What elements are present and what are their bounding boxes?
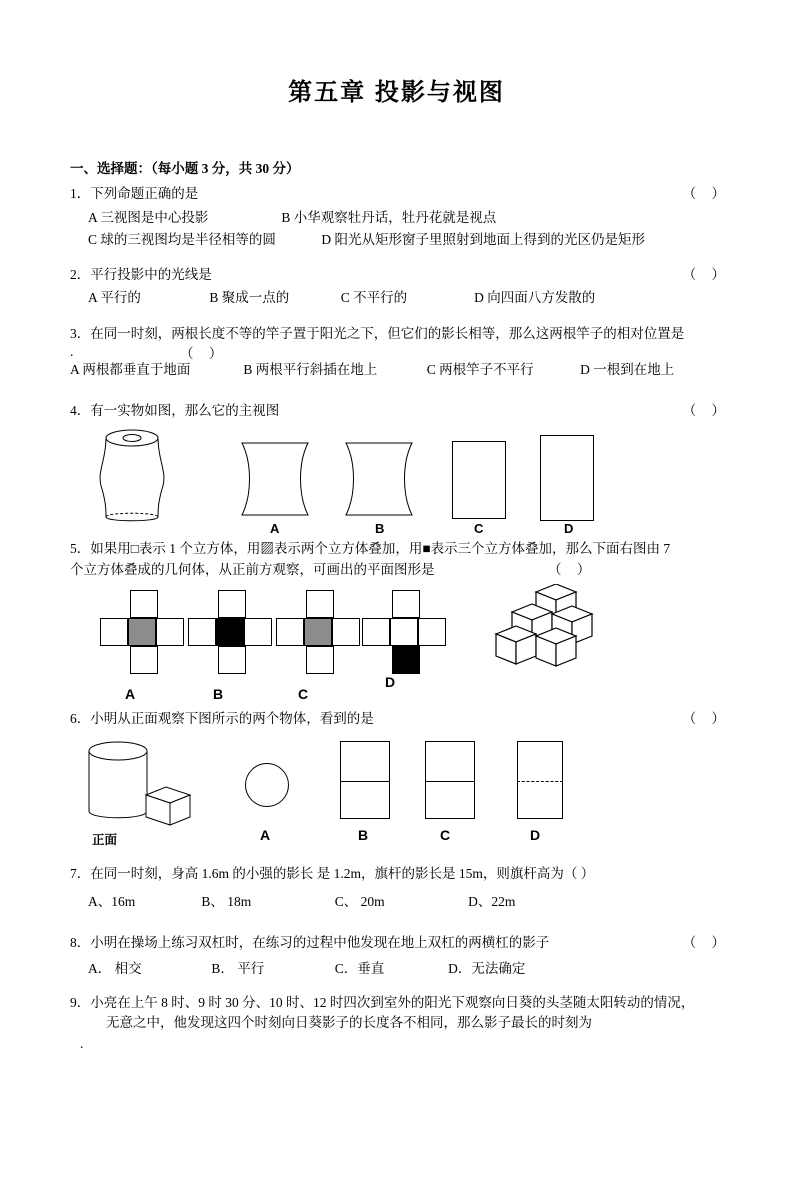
question-8-stem: 小明在操场上练习双杠时，在练习的过程中他发现在地上双杠的两横杠的影子 xyxy=(90,934,550,950)
question-3-options xyxy=(70,360,731,380)
question-7-option-a[interactable]: A、16m xyxy=(88,894,136,910)
question-9-trailing-dot: . xyxy=(80,1035,84,1051)
question-2-stem: 平行投影中的光线是 xyxy=(90,267,212,282)
question-2-option-c[interactable]: C 不平行的 xyxy=(340,290,408,306)
question-2-options xyxy=(88,288,731,308)
question-2-option-b[interactable]: B 聚成一点的 xyxy=(209,290,290,306)
question-1-option-c[interactable]: C 球的三视图均是半径相等的圆 xyxy=(88,231,276,247)
question-6-answer-blank[interactable]: （ ） xyxy=(682,710,731,726)
question-9-number: 9． xyxy=(70,995,91,1010)
q5-choice-c-grid[interactable] xyxy=(276,590,366,680)
question-3-dot: . xyxy=(70,343,74,359)
question-2-option-a[interactable]: A 平行的 xyxy=(88,290,141,306)
question-9-stem-row-1 xyxy=(70,993,731,1013)
question-2 xyxy=(70,265,731,309)
question-8-option-a[interactable]: A． 相交 xyxy=(88,960,142,976)
q4-label-a: A xyxy=(270,521,280,537)
q6-choice-c-figure[interactable] xyxy=(425,741,475,819)
question-7-option-b[interactable]: B、 18m xyxy=(201,894,252,910)
question-9-stem-row-2 xyxy=(106,1013,731,1033)
question-1-option-d[interactable]: D 阳光从矩形窗子里照射到地面上得到的光区仍是矩形 xyxy=(321,231,645,247)
question-7-stem-row xyxy=(70,864,731,884)
q5-solid-figure xyxy=(490,584,600,676)
question-1-answer-blank[interactable]: （ ） xyxy=(682,186,731,202)
question-1 xyxy=(70,184,731,250)
q4-choice-d-figure[interactable] xyxy=(540,435,594,521)
question-7-option-d[interactable]: D、22m xyxy=(468,894,516,910)
question-4-figures xyxy=(70,425,731,537)
question-6-stem-row xyxy=(70,709,731,729)
q6-object-figure xyxy=(80,739,210,831)
question-8-option-c[interactable]: C．垂直 xyxy=(334,960,385,976)
q4-label-c: C xyxy=(474,521,484,537)
question-5-number: 5． xyxy=(70,541,91,557)
q4-choice-b-figure[interactable] xyxy=(342,441,416,517)
document-page xyxy=(0,72,793,1194)
q5-label-d: D xyxy=(385,673,396,690)
question-6 xyxy=(70,709,731,850)
question-4-stem: 有一实物如图，那么它的主视图 xyxy=(90,403,280,418)
question-3-stem: 在同一时刻，两根长度不等的竿子置于阳光之下，但它们的影长相等，那么这两根竿子的相对位置是 xyxy=(90,325,685,341)
question-3-stem-row xyxy=(70,324,731,344)
q5-label-c: C xyxy=(298,685,309,702)
question-1-stem: 下列命题正确的是 xyxy=(90,186,199,202)
question-2-number: 2． xyxy=(70,267,91,282)
q5-choice-d-grid[interactable] xyxy=(362,590,452,680)
q6-choice-c-divider xyxy=(425,781,475,782)
question-2-answer-blank[interactable]: （ ） xyxy=(682,267,731,282)
document-body xyxy=(70,159,731,1054)
question-6-number: 6． xyxy=(70,710,91,726)
question-8-option-b[interactable]: B． 平行 xyxy=(211,960,265,976)
question-5-stem-row-1 xyxy=(70,539,731,559)
question-3-answer-row xyxy=(70,344,731,360)
q4-choice-c-figure[interactable] xyxy=(452,441,506,519)
question-9-stem-line2: 无意之中，他发现这四个时刻向日葵影子的长度各不相同，那么影子最长的时刻为 xyxy=(106,1015,592,1031)
question-7-option-c[interactable]: C、 20m xyxy=(334,894,385,910)
q6-label-d: D xyxy=(530,827,541,843)
q4-choice-a-figure[interactable] xyxy=(238,441,312,517)
question-7-answer-blank[interactable]: （ ） xyxy=(563,866,595,881)
q5-choice-a-grid[interactable] xyxy=(100,590,190,680)
question-8 xyxy=(70,933,731,980)
question-1-option-b[interactable]: B 小华观察牡丹话，牡丹花就是视点 xyxy=(281,209,497,225)
section-heading: 一、选择题：（每小题 3 分，共 30 分） xyxy=(70,161,300,176)
question-8-options xyxy=(88,959,731,979)
question-1-option-row-1 xyxy=(88,208,731,228)
question-7-stem: 在同一时刻，身高 1.6m 的小强的影长 是 1.2m，旗杆的影长是 15m，则旗杆高为 xyxy=(90,866,564,881)
question-3-answer-blank[interactable]: （ ） xyxy=(180,345,229,361)
question-7 xyxy=(70,864,731,913)
question-5-figures xyxy=(70,584,731,702)
question-3-option-c[interactable]: C 两根竿子不平行 xyxy=(426,361,534,377)
question-3-option-b[interactable]: B 两根平行斜插在地上 xyxy=(243,361,378,377)
q5-label-a: A xyxy=(125,685,136,702)
question-1-options xyxy=(88,208,731,251)
question-9 xyxy=(70,993,731,1054)
question-5-stem-line2: 个立方体叠成的几何体，从正前方观察，可画出的平面图形是 xyxy=(70,561,435,577)
q4-label-b: B xyxy=(375,521,385,537)
question-5-stem-line1: 如果用□表示 1 个立方体，用▨表示两个立方体叠加，用■表示三个立方体叠加，那么下面右图由 7 xyxy=(90,541,671,557)
question-7-number: 7． xyxy=(70,866,91,881)
question-6-stem: 小明从正面观察下图所示的两个物体，看到的是 xyxy=(90,710,374,726)
question-1-stem-row xyxy=(70,184,731,204)
question-1-option-row-2 xyxy=(88,230,731,250)
question-5-answer-blank[interactable]: （ ） xyxy=(548,561,597,577)
q6-choice-b-divider xyxy=(340,781,390,782)
question-4-stem-row xyxy=(70,401,731,421)
question-3-option-d[interactable]: D 一根到在地上 xyxy=(580,361,675,377)
q5-choice-b-grid[interactable] xyxy=(188,590,278,680)
question-1-option-a[interactable]: A 三视图是中心投影 xyxy=(88,209,209,225)
question-3-option-a[interactable]: A 两根都垂直于地面 xyxy=(70,361,191,377)
question-4 xyxy=(70,401,731,537)
question-5-stem-row-2 xyxy=(70,560,731,580)
question-8-stem-row xyxy=(70,933,731,953)
q4-label-d: D xyxy=(564,521,574,537)
q5-label-b: B xyxy=(213,685,224,702)
question-4-answer-blank[interactable]: （ ） xyxy=(682,403,731,418)
question-8-option-d[interactable]: D．无法确定 xyxy=(448,960,526,976)
q6-label-a: A xyxy=(260,827,271,843)
question-3 xyxy=(70,324,731,381)
question-2-stem-row xyxy=(70,265,731,285)
page-title: 第五章 投影与视图 xyxy=(288,79,505,106)
q6-choice-a-figure[interactable] xyxy=(245,763,289,807)
question-6-figures xyxy=(70,735,731,850)
q6-choice-d-figure[interactable] xyxy=(517,741,563,819)
q6-label-b: B xyxy=(358,827,369,843)
question-3-number: 3． xyxy=(70,325,91,341)
question-1-number: 1． xyxy=(70,186,91,202)
q6-label-c: C xyxy=(440,827,451,843)
question-4-number: 4． xyxy=(70,403,91,418)
q6-choice-b-figure[interactable] xyxy=(340,741,390,819)
q6-front-label: 正面 xyxy=(92,833,118,847)
q4-object-figure xyxy=(92,427,172,527)
question-7-options xyxy=(88,892,731,912)
question-8-answer-blank[interactable]: （ ） xyxy=(682,934,731,950)
question-2-option-d[interactable]: D 向四面八方发散的 xyxy=(474,290,596,306)
q6-choice-d-dashed-divider xyxy=(517,781,563,782)
question-9-stem-line1: 小亮在上午 8 时、9 时 30 分、10 时、12 时四次到室外的阳光下观察向日葵的头茎随太阳转动的情况， xyxy=(90,995,695,1010)
question-5 xyxy=(70,539,731,702)
question-8-number: 8． xyxy=(70,934,91,950)
